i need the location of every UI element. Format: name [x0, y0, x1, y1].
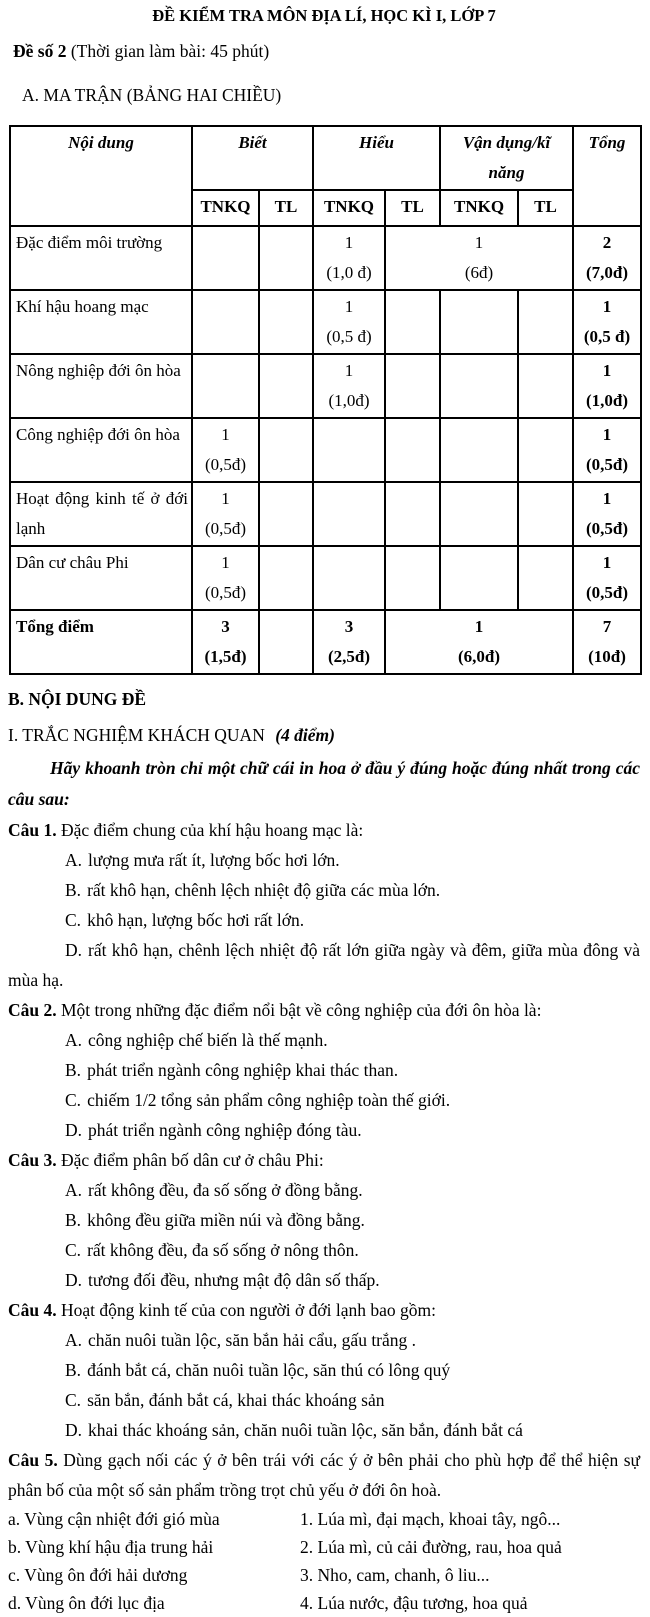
cell-points: (7,0đ)	[586, 263, 629, 282]
matrix-cell-hieu-tnkq	[313, 354, 385, 418]
matrix-header-tong: Tổng	[573, 126, 641, 226]
matrix-row	[10, 226, 641, 290]
matching-row	[8, 1589, 640, 1617]
matrix-table	[9, 125, 642, 675]
question-3-option-d	[8, 1265, 640, 1295]
matrix-cell-empty	[192, 354, 259, 418]
matrix-cell-empty	[259, 290, 313, 354]
matrix-cell-hieu-tnkq	[313, 226, 385, 290]
matrix-cell-empty	[440, 418, 518, 482]
cell-count: 1	[474, 233, 484, 252]
option-letter: D.	[65, 1270, 83, 1290]
exam-duration: (Thời gian làm bài: 45 phút)	[70, 41, 270, 61]
question-text: Đặc điểm chung của khí hậu hoang mạc là:	[61, 820, 364, 840]
section-i-points: (4 điểm)	[275, 725, 335, 745]
question-4-option-b	[8, 1355, 640, 1385]
matrix-cell-empty	[259, 546, 313, 610]
option-text: rất khô hạn, chênh lệch nhiệt độ rất lớn giữa ngày và đêm, giữa mùa đông và mùa hạ.	[8, 940, 640, 990]
option-letter: B.	[65, 880, 82, 900]
matrix-cell-empty	[385, 418, 440, 482]
matrix-cell-empty	[518, 290, 573, 354]
matrix-header-biet: Biết	[192, 126, 313, 190]
matrix-row-label: Công nghiệp đới ôn hòa	[10, 418, 192, 482]
question-1-option-c	[8, 905, 640, 935]
cell-points: (0,5đ)	[204, 455, 247, 474]
matrix-total-row	[10, 610, 641, 674]
option-text: đánh bắt cá, chăn nuôi tuần lộc, săn thú có lông quý	[87, 1360, 451, 1380]
option-text: chiếm 1/2 tổng sản phẩm công nghiệp toàn thế giới.	[87, 1090, 451, 1110]
matrix-cell-biet-tnkq	[192, 482, 259, 546]
cell-count: 7	[602, 617, 612, 636]
option-text: rất không đều, đa số sống ở nông thôn.	[87, 1240, 359, 1260]
matrix-subheader-tl: TL	[385, 190, 440, 226]
cell-count: 1	[221, 489, 230, 508]
cell-points: (0,5đ)	[204, 583, 247, 602]
question-5-stem	[8, 1445, 640, 1505]
matrix-cell-empty	[259, 418, 313, 482]
matrix-subheader-tnkq: TNKQ	[313, 190, 385, 226]
question-4-stem	[8, 1295, 640, 1325]
matching-row	[8, 1505, 640, 1533]
matrix-row-label: Hoạt động kinh tế ở đới lạnh	[10, 482, 192, 546]
question-3-option-a	[8, 1175, 640, 1205]
option-letter: C.	[65, 1240, 82, 1260]
section-i-title: I. TRẮC NGHIỆM KHÁCH QUAN	[8, 725, 265, 745]
cell-points: (0,5 đ)	[583, 327, 631, 346]
question-2-option-c	[8, 1085, 640, 1115]
option-text: phát triển ngành công nghiệp đóng tàu.	[88, 1120, 362, 1140]
question-label: Câu 2.	[8, 1000, 57, 1020]
option-text: lượng mưa rất ít, lượng bốc hơi lớn.	[88, 850, 340, 870]
matching-right-item: 3. Nho, cam, chanh, ô liu...	[300, 1565, 490, 1585]
question-3-stem	[8, 1145, 640, 1175]
matrix-cell-empty	[440, 290, 518, 354]
cell-count: 3	[221, 617, 230, 636]
matrix-cell-tong	[573, 482, 641, 546]
question-3-option-b	[8, 1205, 640, 1235]
option-text: săn bắn, đánh bắt cá, khai thác khoáng sản	[87, 1390, 385, 1410]
cell-points: (1,0đ)	[328, 391, 370, 410]
question-2-option-b	[8, 1055, 640, 1085]
question-4-option-c	[8, 1385, 640, 1415]
option-text: rất không đều, đa số sống ở đồng bằng.	[88, 1180, 363, 1200]
question-2-option-d	[8, 1115, 640, 1145]
matching-right-item: 4. Lúa nước, đậu tương, hoa quả	[300, 1593, 528, 1613]
matrix-cell-van-dung	[385, 610, 573, 674]
matrix-cell-hieu-tnkq	[313, 610, 385, 674]
matrix-cell-biet-tnkq	[192, 418, 259, 482]
cell-points: (1,5đ)	[204, 647, 247, 666]
option-text: phát triển ngành công nghiệp khai thác than.	[87, 1060, 399, 1080]
matrix-cell-empty	[385, 482, 440, 546]
question-1-option-b	[8, 875, 640, 905]
question-2-option-a	[8, 1025, 640, 1055]
matrix-row-label: Tổng điểm	[10, 610, 192, 674]
question-4-option-a	[8, 1325, 640, 1355]
matrix-cell-biet-tnkq	[192, 610, 259, 674]
matrix-cell-empty	[313, 482, 385, 546]
matrix-cell-biet-tnkq	[192, 546, 259, 610]
matrix-cell-empty	[518, 418, 573, 482]
matching-row	[8, 1533, 640, 1561]
section-a-heading: A. MA TRẬN (BẢNG HAI CHIỀU)	[22, 85, 282, 105]
matching-right-item: 2. Lúa mì, củ cải đường, rau, hoa quả	[300, 1537, 562, 1557]
question-label: Câu 3.	[8, 1150, 57, 1170]
matrix-header-row	[10, 126, 641, 190]
option-text: khai thác khoáng sản, chăn nuôi tuần lộc, săn bắn, đánh bắt cá	[88, 1420, 523, 1440]
matching-left-item: a. Vùng cận nhiệt đới gió mùa	[8, 1509, 220, 1529]
cell-points: (0,5đ)	[586, 583, 629, 602]
option-text: rất khô hạn, chênh lệch nhiệt độ giữa các mùa lớn.	[87, 880, 441, 900]
question-4-option-d	[8, 1415, 640, 1445]
matrix-header-hieu: Hiểu	[313, 126, 440, 190]
question-3-option-c	[8, 1235, 640, 1265]
question-1-option-d	[8, 935, 640, 995]
matrix-row	[10, 354, 641, 418]
matrix-cell-empty	[440, 354, 518, 418]
matrix-cell-empty	[518, 546, 573, 610]
matrix-cell-empty	[385, 290, 440, 354]
matrix-subheader-tnkq: TNKQ	[440, 190, 518, 226]
cell-count: 1	[602, 425, 612, 444]
option-letter: A.	[65, 1330, 83, 1350]
matrix-cell-empty	[259, 354, 313, 418]
option-text: công nghiệp chế biến là thế mạnh.	[88, 1030, 328, 1050]
cell-points: (0,5đ)	[586, 519, 629, 538]
cell-count: 1	[221, 425, 230, 444]
matrix-cell-empty	[313, 546, 385, 610]
option-letter: B.	[65, 1210, 82, 1230]
question-text: Một trong những đặc điểm nổi bật về công nghiệp của đới ôn hòa là:	[61, 1000, 542, 1020]
matrix-subheader-tl: TL	[518, 190, 573, 226]
matrix-cell-tong	[573, 290, 641, 354]
option-text: khô hạn, lượng bốc hơi rất lớn.	[87, 910, 305, 930]
matrix-header-van-dung: Vận dụng/kĩ năng	[440, 126, 573, 190]
matrix-cell-tong	[573, 226, 641, 290]
cell-count: 2	[602, 233, 612, 252]
matrix-row-label: Nông nghiệp đới ôn hòa	[10, 354, 192, 418]
exam-instruction: Hãy khoanh tròn chỉ một chữ cái in hoa ở đầu ý đúng hoặc đúng nhất trong các câu sau:	[8, 758, 640, 809]
cell-count: 1	[344, 297, 354, 316]
cell-points: (6đ)	[464, 263, 494, 282]
cell-points: (0,5 đ)	[326, 327, 372, 346]
cell-count: 1	[344, 361, 354, 380]
matrix-row	[10, 418, 641, 482]
cell-count: 1	[602, 489, 612, 508]
question-text: Hoạt động kinh tế của con người ở đới lạnh bao gồm:	[61, 1300, 437, 1320]
matching-left-item: b. Vùng khí hậu địa trung hải	[8, 1537, 214, 1557]
option-text: chăn nuôi tuần lộc, săn bắn hải cẩu, gấu trắng .	[88, 1330, 417, 1350]
matrix-subheader-tl: TL	[259, 190, 313, 226]
matrix-cell-empty	[518, 482, 573, 546]
cell-count: 3	[344, 617, 354, 636]
matrix-row	[10, 482, 641, 546]
option-letter: A.	[65, 850, 83, 870]
option-letter: C.	[65, 910, 82, 930]
matrix-cell-empty	[259, 226, 313, 290]
matching-left-item: d. Vùng ôn đới lục địa	[8, 1593, 165, 1613]
matrix-cell-empty	[192, 290, 259, 354]
matrix-subheader-tnkq: TNKQ	[192, 190, 259, 226]
matrix-cell-tong	[573, 418, 641, 482]
option-letter: D.	[65, 940, 83, 960]
cell-count: 1	[602, 553, 612, 572]
matrix-cell-empty	[385, 354, 440, 418]
cell-count: 1	[602, 361, 612, 380]
matrix-row-label: Dân cư châu Phi	[10, 546, 192, 610]
option-letter: C.	[65, 1390, 82, 1410]
cell-points: (6,0đ)	[457, 647, 501, 666]
exam-subtitle	[13, 36, 640, 66]
matching-row	[8, 1561, 640, 1589]
question-2-stem	[8, 995, 640, 1025]
question-label: Câu 5.	[8, 1450, 58, 1470]
matrix-cell-empty	[259, 482, 313, 546]
cell-count: 1	[474, 617, 484, 636]
question-1-option-a	[8, 845, 640, 875]
exam-title: ĐỀ KIỂM TRA MÔN ĐỊA LÍ, HỌC KÌ I, LỚP 7	[152, 6, 496, 25]
cell-points: (10đ)	[588, 647, 626, 666]
cell-count: 1	[344, 233, 354, 252]
matching-left-item: c. Vùng ôn đới hải dương	[8, 1565, 188, 1585]
question-label: Câu 1.	[8, 820, 57, 840]
matrix-cell-empty	[385, 546, 440, 610]
cell-points: (2,5đ)	[327, 647, 371, 666]
section-b-heading: B. NỘI DUNG ĐỀ	[8, 689, 147, 709]
matrix-cell-tong	[573, 546, 641, 610]
cell-points: (0,5đ)	[586, 455, 629, 474]
matrix-cell-tong	[573, 354, 641, 418]
question-1-stem	[8, 815, 640, 845]
matrix-header-noi-dung: Nội dung	[10, 126, 192, 226]
matrix-cell-empty	[192, 226, 259, 290]
cell-points: (0,5đ)	[204, 519, 247, 538]
matrix-cell-empty	[440, 546, 518, 610]
matrix-row-label: Khí hậu hoang mạc	[10, 290, 192, 354]
option-text: không đều giữa miền núi và đồng bằng.	[87, 1210, 365, 1230]
matching-right-item: 1. Lúa mì, đại mạch, khoai tây, ngô...	[300, 1509, 561, 1529]
matrix-row-label: Đặc điểm môi trường	[10, 226, 192, 290]
cell-points: (1,0đ)	[586, 391, 629, 410]
option-letter: B.	[65, 1360, 82, 1380]
question-label: Câu 4.	[8, 1300, 57, 1320]
question-text: Dùng gạch nối các ý ở bên trái với các ý ở bên phải cho phù hợp để thể hiện sự phân bố của một số sản phẩm trồng trọt chủ yếu ở đới ôn hoà.	[8, 1450, 641, 1500]
cell-count: 1	[221, 553, 230, 572]
cell-count: 1	[602, 297, 612, 316]
section-i-heading	[8, 720, 640, 750]
matrix-cell-van-dung	[385, 226, 573, 290]
exam-number: Đề số 2	[13, 41, 67, 61]
matrix-cell-hieu-tnkq	[313, 290, 385, 354]
matrix-row	[10, 290, 641, 354]
option-letter: C.	[65, 1090, 82, 1110]
option-text: tương đối đều, nhưng mật độ dân số thấp.	[88, 1270, 380, 1290]
option-letter: A.	[65, 1030, 83, 1050]
option-letter: B.	[65, 1060, 82, 1080]
matrix-cell-empty	[440, 482, 518, 546]
matrix-cell-empty	[259, 610, 313, 674]
option-letter: A.	[65, 1180, 83, 1200]
matrix-cell-empty	[313, 418, 385, 482]
matrix-cell-tong	[573, 610, 641, 674]
option-letter: D.	[65, 1420, 83, 1440]
option-letter: D.	[65, 1120, 83, 1140]
matrix-cell-empty	[518, 354, 573, 418]
cell-points: (1,0 đ)	[326, 263, 372, 282]
matrix-row	[10, 546, 641, 610]
question-text: Đặc điểm phân bố dân cư ở châu Phi:	[61, 1150, 324, 1170]
